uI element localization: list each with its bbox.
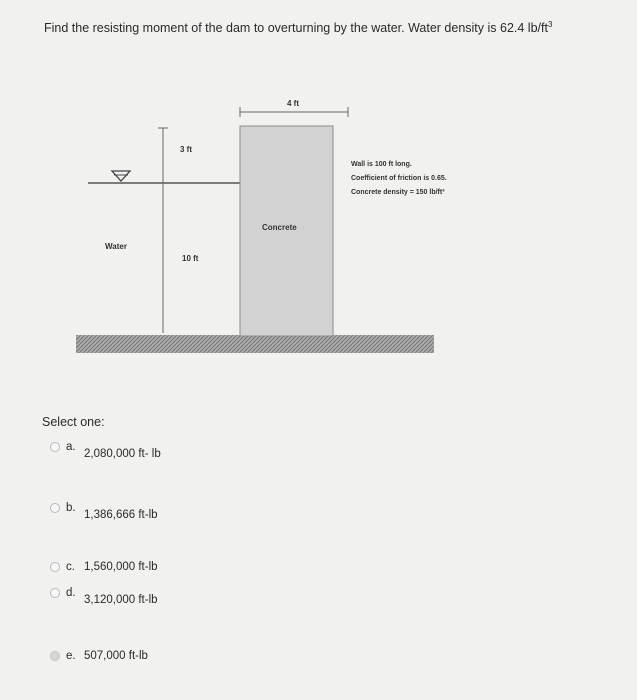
label-water-depth: 10 ft (182, 254, 199, 263)
option-c[interactable] (50, 561, 158, 573)
option-d[interactable] (50, 587, 158, 606)
option-a[interactable] (50, 441, 161, 460)
note-friction: Coefficient of friction is 0.65. (351, 175, 447, 182)
radio-d[interactable] (50, 588, 60, 598)
option-b[interactable] (50, 502, 158, 521)
water-level-icon (112, 171, 130, 181)
radio-a[interactable] (50, 442, 60, 452)
radio-e[interactable] (50, 651, 60, 661)
option-b-text: 1,386,666 ft-lb (84, 509, 158, 521)
option-b-letter: b. (66, 502, 76, 514)
radio-b[interactable] (50, 503, 60, 513)
select-one-label: Select one: (42, 415, 105, 429)
option-d-text: 3,120,000 ft-lb (84, 594, 158, 606)
option-d-letter: d. (66, 587, 76, 599)
note-concrete-density: Concrete density = 150 lb/ft³ (351, 189, 445, 196)
question-body: Find the resisting moment of the dam to overturning by the water. Water density is 62.4 lb/ft (44, 21, 548, 36)
option-c-letter: c. (66, 561, 75, 573)
radio-c[interactable] (50, 562, 60, 572)
label-wall-width: 4 ft (287, 99, 299, 108)
option-e-letter: e. (66, 650, 76, 662)
option-c-text: 1,560,000 ft-lb (84, 561, 158, 573)
option-a-text: 2,080,000 ft- lb (84, 448, 161, 460)
note-wall-length: Wall is 100 ft long. (351, 161, 412, 168)
ground-hatch (76, 335, 434, 353)
label-water: Water (105, 242, 127, 251)
option-e[interactable] (50, 650, 148, 662)
option-a-letter: a. (66, 441, 76, 453)
label-freeboard: 3 ft (180, 145, 192, 154)
label-concrete: Concrete (262, 223, 297, 232)
option-e-text: 507,000 ft-lb (84, 650, 148, 662)
question-superscript: 3 (547, 20, 553, 29)
